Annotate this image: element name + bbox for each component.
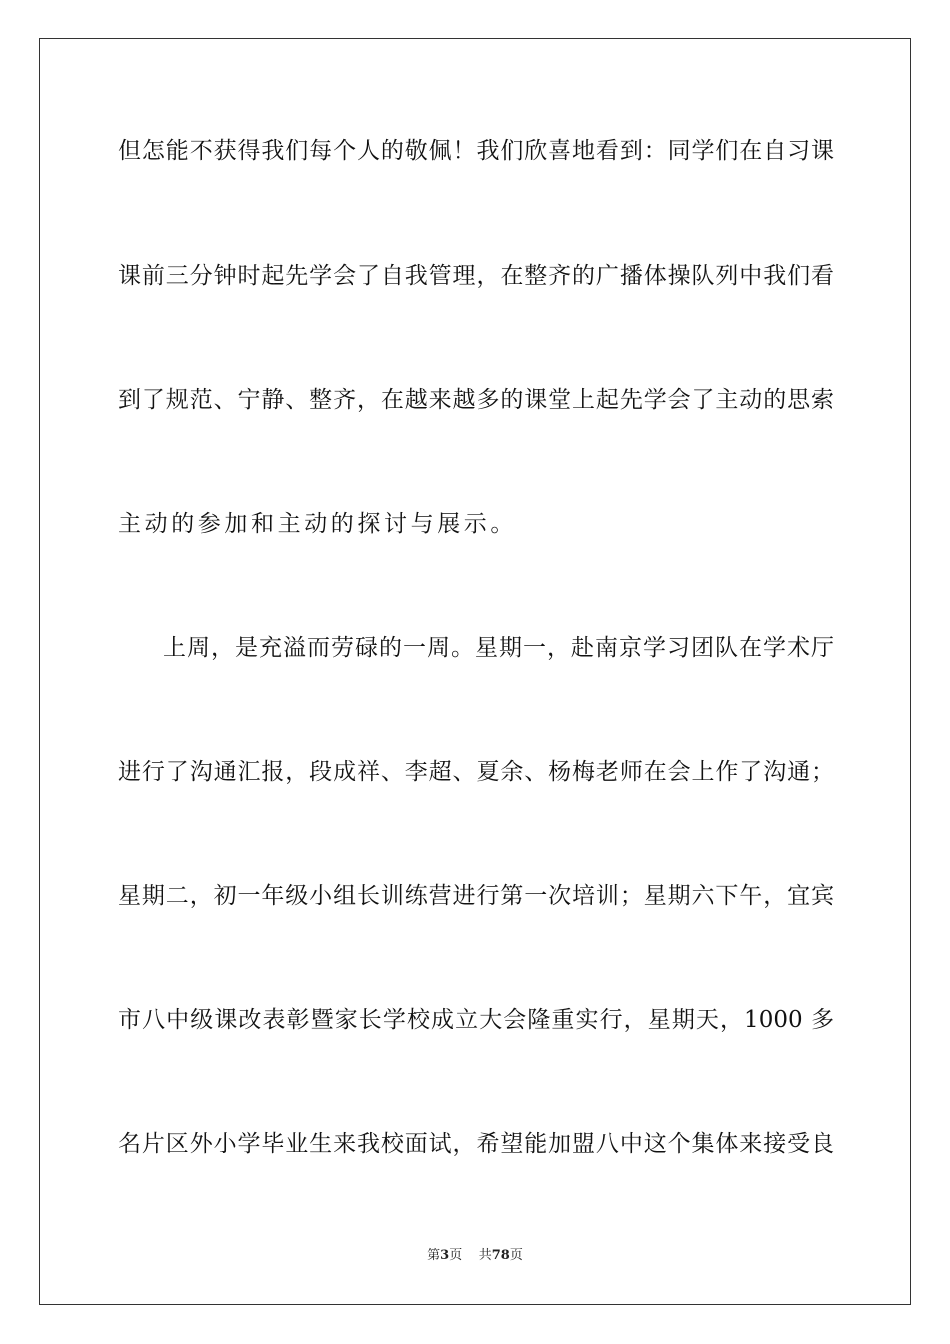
text-line-8: 市八中级课改表彰暨家长学校成立大会隆重实行，星期天，1000 多 xyxy=(118,1007,834,1033)
text-line-2: 课前三分钟时起先学会了自我管理，在整齐的广播体操队列中我们看 xyxy=(118,263,834,289)
text-line-3: 到了规范、宁静、整齐，在越来越多的课堂上起先学会了主动的思索 xyxy=(118,387,834,413)
total-suffix: 页 xyxy=(509,1248,523,1263)
text-line-4: 主动的参加和主动的探讨与展示。 xyxy=(118,511,517,537)
total-prefix: 共 xyxy=(478,1248,492,1263)
page-prefix: 第 xyxy=(427,1248,441,1263)
text-line-7: 星期二，初一年级小组长训练营进行第一次培训；星期六下午，宜宾 xyxy=(118,883,834,909)
text-line-5: 上周，是充溢而劳碌的一周。星期一，赴南京学习团队在学术厅 xyxy=(163,635,834,661)
text-line-9: 名片区外小学毕业生来我校面试，希望能加盟八中这个集体来接受良 xyxy=(118,1131,834,1157)
text-line-6: 进行了沟通汇报，段成祥、李超、夏余、杨梅老师在会上作了沟通； xyxy=(118,759,834,785)
page-border xyxy=(39,38,911,1305)
page-suffix: 页 xyxy=(449,1248,463,1263)
page-footer xyxy=(0,1247,950,1265)
page-total-number: 78 xyxy=(491,1248,510,1263)
page-current-number: 3 xyxy=(440,1248,450,1263)
text-line-1: 但怎能不获得我们每个人的敬佩！我们欣喜地看到：同学们在自习课 xyxy=(118,138,834,164)
